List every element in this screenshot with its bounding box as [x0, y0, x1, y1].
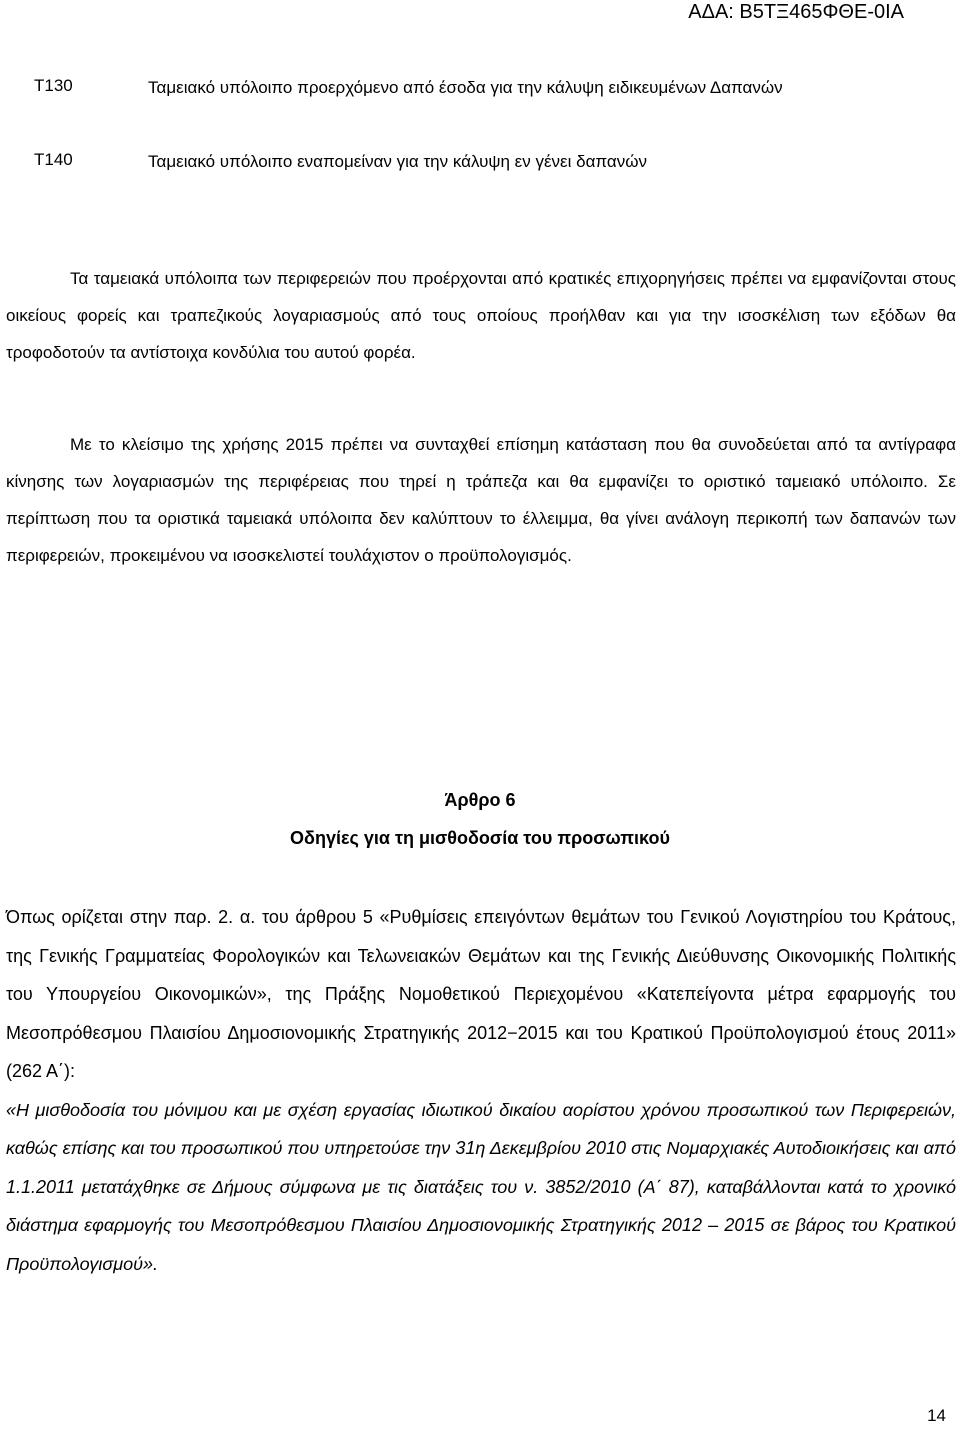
article-title: Οδηγίες για τη μισθοδοσία του προσωπικού [290, 828, 670, 848]
reference-text: Όπως ορίζεται στην παρ. 2. α. του άρθρου 5 «Ρυθμίσεις επειγόντων θεμάτων του Γενικού Λογιστηρίου του Κράτους, της Γενικής Γραμματείας Φορολογικών και Τελωνειακών Θεμάτων και της Γενικής Διεύθυνσης Οικονομικής Πολιτικής του Υπουργείου Οικονομικών», της Πράξης Νομοθετικού Περιεχομένου «Κατεπείγοντα μέτρα εφαρμογής του Μεσοπρόθεσμου Πλαισίου Δημοσιονομικής Στρατηγικής 2012−2015 και του Κρατικού Προϋπολογισμού έτους 2011» (262 Α΄): [6, 907, 956, 1081]
code-description: Ταμειακό υπόλοιπο εναπομείναν για την κάλυψη εν γένει δαπανών [148, 152, 648, 171]
code-description: Ταμειακό υπόλοιπο προερχόμενο από έσοδα για την κάλυψη ειδικευμένων Δαπανών [148, 78, 783, 97]
paragraph-closing: Με το κλείσιμο της χρήσης 2015 πρέπει να συνταχθεί επίσημη κατάσταση που θα συνοδεύεται από τα αντίγραφα κίνησης των λογαριασμών της περιφέρειας που τηρεί η τράπεζα και θα εμφανίζει το οριστικό ταμειακό υπόλοιπο. Σε περίπτωση που τα οριστικά ταμειακά υπόλοιπα δεν καλύπτουν το έλλειμμα, θα γίνει ανάλογη περικοπή των δαπανών των περιφερειών, προκειμένου να ισοσκελιστεί τουλάχιστον ο προϋπολογισμός. [6, 435, 956, 565]
article-number: Άρθρο 6 [444, 790, 516, 810]
code-label: Τ140 [34, 150, 73, 169]
code-label: Τ130 [34, 76, 73, 95]
reference-paragraph [6, 898, 956, 1283]
ada-code: ΑΔΑ: Β5ΤΞ465ΦΘΕ-0ΙΑ [688, 1, 904, 23]
paragraph-balances: Τα ταμειακά υπόλοιπα των περιφερειών που προέρχονται από κρατικές επιχορηγήσεις πρέπει να εμφανίζονται στους οικείους φορείς και τραπεζικούς λογαριασμούς από τους οποίους προήλθαν και για την ισοσκέλιση των εξόδων θα τροφοδοτούν τα αντίστοιχα κονδύλια του αυτού φορέα. [6, 269, 956, 362]
quote-text: «Η μισθοδοσία του μόνιμου και με σχέση εργασίας ιδιωτικού δικαίου αορίστου χρόνου προσωπικού των Περιφερειών, καθώς επίσης και του προσωπικού που υπηρετούσε την 31η Δεκεμβρίου 2010 στις Νομαρχιακές Αυτοδιοικήσεις και από 1.1.2011 μετατάχθηκε σε Δήμους σύμφωνα με τις διατάξεις του ν. 3852/2010 (Α΄ 87), καταβάλλονται κατά το χρονικό διάστημα εφαρμογής του Μεσοπρόθεσμου Πλαισίου Δημοσιονομικής Στρατηγικής 2012 – 2015 σε βάρος του Κρατικού Προϋπολογισμού». [6, 1099, 956, 1274]
page-number: 14 [927, 1406, 946, 1425]
